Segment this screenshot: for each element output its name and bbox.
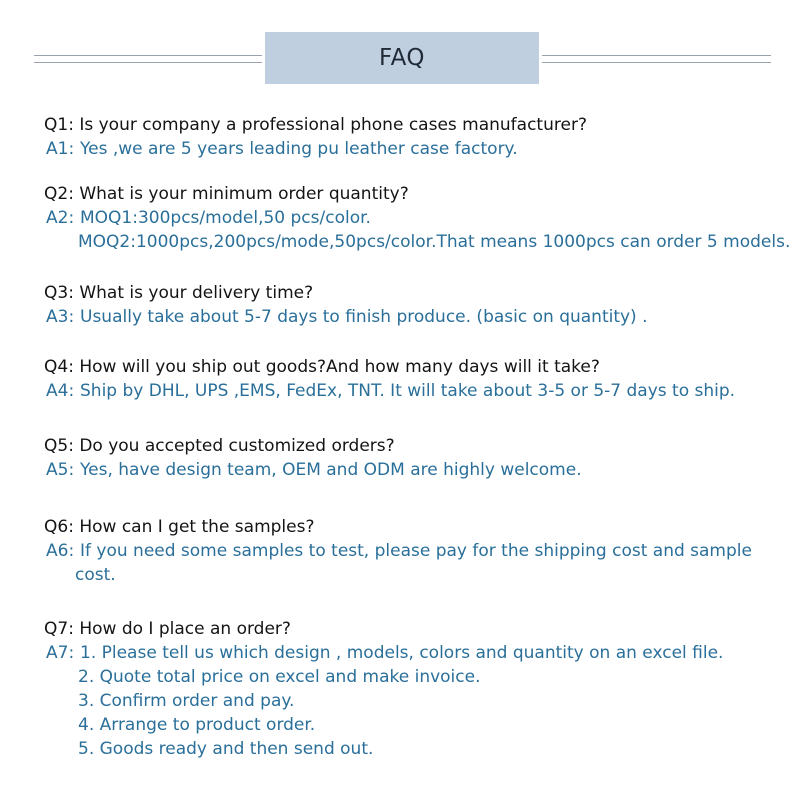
answer-2-line-2: MOQ2:1000pcs,200pcs/mode,50pcs/color.That means 1000pcs can order 5 models. [78, 232, 791, 252]
faq-item-1 [44, 113, 784, 161]
answer-7-line-1: 1. Please tell us which design , models, colors and quantity on an excel file. [80, 643, 724, 663]
answer-tag-3: A3: [46, 307, 75, 327]
answer-tag-1: A1: [46, 139, 75, 159]
faq-title: FAQ [265, 32, 539, 84]
answer-7-line-5: 5. Goods ready and then send out. [78, 739, 374, 759]
question-6: Q6: How can I get the samples? [44, 517, 315, 537]
answer-tag-7: A7: [46, 643, 75, 663]
faq-item-5 [44, 434, 784, 482]
answer-1-line-1: Yes ,we are 5 years leading pu leather case factory. [80, 139, 518, 159]
question-4: Q4: How will you ship out goods?And how many days will it take? [44, 357, 600, 377]
answer-tag-5: A5: [46, 460, 75, 480]
question-5: Q5: Do you accepted customized orders? [44, 436, 395, 456]
faq-item-3 [44, 281, 784, 329]
faq-list [44, 113, 791, 761]
answer-tag-2: A2: [46, 208, 75, 228]
answer-5 [44, 458, 784, 482]
question-1: Q1: Is your company a professional phone cases manufacturer? [44, 115, 587, 135]
answer-6-line-1: If you need some samples to test, please pay for the shipping cost and sample [80, 541, 752, 561]
question-3: Q3: What is your delivery time? [44, 283, 314, 303]
answer-7-line-3: 3. Confirm order and pay. [78, 691, 295, 711]
answer-4 [44, 379, 784, 403]
faq-item-2 [44, 182, 791, 254]
faq-header [0, 32, 800, 84]
answer-6 [44, 539, 784, 563]
answer-5-line-1: Yes, have design team, OEM and ODM are highly welcome. [80, 460, 582, 480]
faq-item-7 [44, 617, 784, 761]
answer-3-line-1: Usually take about 5-7 days to finish produce. (basic on quantity) . [80, 307, 648, 327]
answer-4-line-1: Ship by DHL, UPS ,EMS, FedEx, TNT. It will take about 3-5 or 5-7 days to ship. [80, 381, 736, 401]
question-7: Q7: How do I place an order? [44, 619, 291, 639]
faq-item-6 [44, 515, 784, 587]
answer-6-line-2: cost. [75, 565, 116, 585]
header-rule-left [34, 55, 262, 63]
faq-item-4 [44, 355, 784, 403]
answer-2 [44, 206, 784, 230]
question-2: Q2: What is your minimum order quantity? [44, 184, 409, 204]
answer-3 [44, 305, 784, 329]
answer-7-line-4: 4. Arrange to product order. [78, 715, 316, 735]
answer-tag-4: A4: [46, 381, 75, 401]
answer-2-line-1: MOQ1:300pcs/model,50 pcs/color. [80, 208, 371, 228]
answer-7 [44, 641, 784, 665]
answer-tag-6: A6: [46, 541, 75, 561]
answer-1 [44, 137, 784, 161]
header-rule-right [542, 55, 771, 63]
answer-7-line-2: 2. Quote total price on excel and make invoice. [78, 667, 481, 687]
